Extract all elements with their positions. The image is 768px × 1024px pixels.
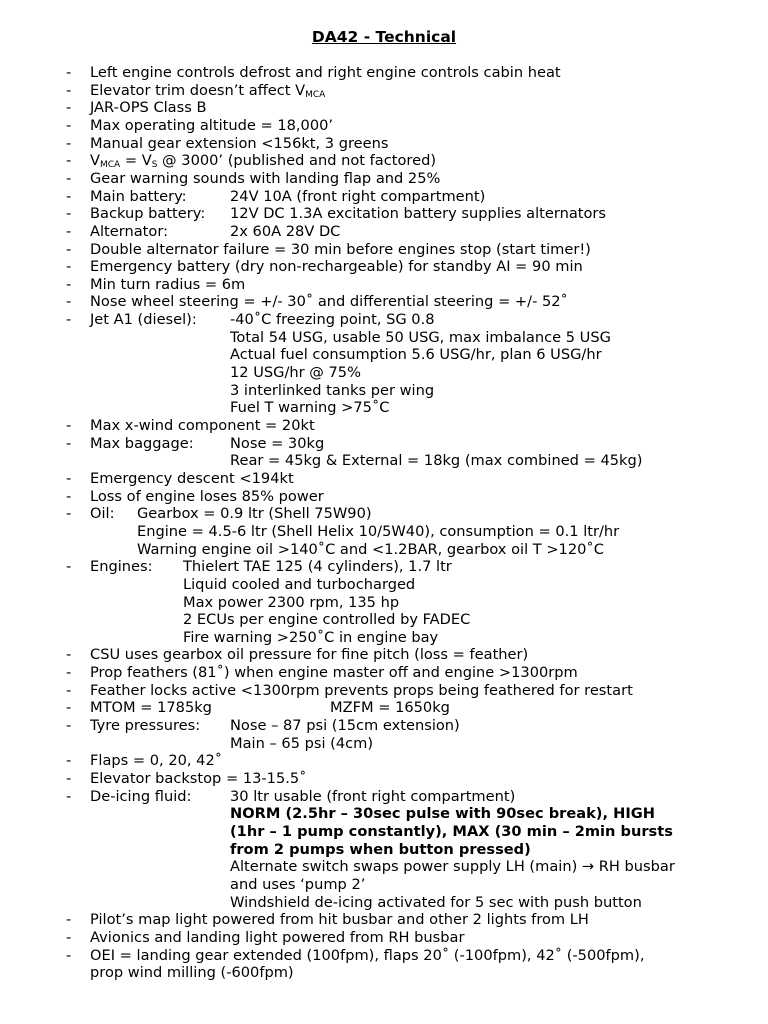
line-text-c [137,541,604,559]
bullet-dash: - [66,99,72,117]
text: Backup battery: [90,205,206,223]
line-text-a [90,646,528,664]
text: 3 interlinked tanks per wing [230,381,435,399]
bullet-dash: - [66,646,72,664]
subscript: S [151,160,158,171]
text: 2 ECUs per engine controlled by FADEC [183,611,471,629]
bullet-dash: - [66,699,72,717]
text: Thielert TAE 125 (4 cylinders), 1.7 ltr [183,558,452,576]
text: 24V 10A (front right compartment) [230,187,486,205]
line-text-a [90,770,306,788]
bullet-dash: - [66,134,72,152]
text: Alternator: [90,222,168,240]
text: @ 3000’ (published and not factored) [157,152,437,170]
bullet-dash: - [66,64,72,81]
bullet-dash: - [66,417,72,434]
bullet-dash: - [66,505,72,523]
text: Manual gear extension <156kt, 3 greens [90,134,389,152]
line-text-b [230,894,642,912]
line-text-b [230,858,675,876]
text: MZFM = 1650kg [330,699,450,717]
text: Prop feathers (81˚) when engine master off and engine >1300rpm [90,664,578,682]
line-text-a [90,788,191,806]
text: Elevator backstop = 13-15.5˚ [90,770,307,787]
line-text-a [90,752,222,770]
line-text-a [90,82,325,100]
text: Max x-wind component = 20kt [90,417,315,434]
text: -40˚C freezing point, SG 0.8 [230,311,435,329]
line-text-b [230,788,515,806]
subscript: MCA [99,160,121,171]
line-text-a [90,258,583,276]
text: Oil: [90,505,115,523]
text: Loss of engine loses 85% power [90,487,324,505]
line-text-a [90,188,187,206]
line-text-c [137,505,372,523]
text: Left engine controls defrost and right engine controls cabin heat [90,64,561,81]
line-text-a [90,717,200,735]
text: Emergency battery (dry non-rechargeable) for standby AI = 90 min [90,258,583,276]
bullet-dash: - [66,752,72,770]
line-text-a [90,964,294,982]
line-text-b [230,329,611,347]
bullet-dash: - [66,911,72,929]
text: De-icing fluid: [90,787,192,805]
line-text-b [230,399,389,417]
bullet-dash: - [66,469,72,487]
text: NORM (2.5hr – 30sec pulse with 90sec break), HIGH [230,805,655,823]
text: Max power 2300 rpm, 135 hp [183,593,400,611]
line-text-a [90,276,245,294]
text: Nose wheel steering = +/- 30˚ and differential steering = +/- 52˚ [90,293,568,311]
text: Double alternator failure = 30 min before engines stop (start timer!) [90,240,591,258]
line-text-d [183,558,452,576]
text: and uses ‘pump 2’ [230,875,366,893]
bullet-dash: - [66,240,72,258]
line-text-b [230,382,434,400]
bullet-dash: - [66,717,72,735]
line-text-a [90,947,644,965]
text: Actual fuel consumption 5.6 USG/hr, plan 6 USG/hr [230,346,602,364]
line-text-a [90,241,591,259]
subscript: MCA [305,89,326,100]
bullet-dash: - [66,434,72,452]
line-text-a [90,699,212,717]
text: Feather locks active <1300rpm prevents props being feathered for restart [90,681,633,699]
line-text-d [183,594,399,612]
line-text-b [230,205,606,223]
line-text-b [230,717,460,735]
text: Total 54 USG, usable 50 USG, max imbalance 5 USG [230,328,611,346]
text: Elevator trim doesn’t affect V [90,81,306,99]
text: OEI = landing gear extended (100fpm), flaps 20˚ (-100fpm), 42˚ (-500fpm), [90,946,645,964]
line-text-b [230,311,435,329]
line-text-b [230,805,655,823]
text: 12V DC 1.3A excitation battery supplies alternators [230,205,607,223]
text: V [90,152,100,170]
text: Min turn radius = 6m [90,275,246,293]
text: Tyre pressures: [90,717,201,735]
text: Jet A1 (diesel): [90,311,197,329]
line-text-a [90,205,205,223]
line-text-d [183,611,470,629]
bullet-dash: - [66,681,72,699]
text: MTOM = 1785kg [90,699,212,717]
line-text-b [230,346,602,364]
bullet-dash: - [66,116,72,134]
line-text-b [230,452,642,470]
line-text-a [90,152,436,170]
bullet-dash: - [66,258,72,276]
text: Gearbox = 0.9 ltr (Shell 75W90) [137,505,372,523]
bullet-dash: - [66,293,72,311]
bullet-dash: - [66,558,72,576]
text: (1hr – 1 pump constantly), MAX (30 min – 2min bursts [230,822,673,840]
text: Pilot’s map light powered from hit busbar and other 2 lights from LH [90,911,589,929]
line-text-a [90,488,324,506]
text: Warning engine oil >140˚C and <1.2BAR, gearbox oil T >120˚C [137,540,604,558]
text: = V [120,152,152,170]
page-title: DA42 - Technical [311,28,457,46]
line-text-a [90,64,561,82]
line-text-a [90,135,389,153]
text: Alternate switch swaps power supply LH (main) → RH busbar [230,858,675,876]
text: 2x 60A 28V DC [230,222,341,240]
bullet-dash: - [66,152,72,170]
bullet-dash: - [66,187,72,205]
text: Max baggage: [90,434,194,452]
line-text-a [90,558,153,576]
bullet-dash: - [66,946,72,964]
bullet-dash: - [66,311,72,329]
line-text-b [230,435,324,453]
text: Avionics and landing light powered from RH busbar [90,928,465,946]
text: from 2 pumps when button pressed) [230,840,531,858]
line-text-a [90,929,464,947]
line-text-d [183,629,438,647]
line-text-b [230,876,365,894]
line-text-b [230,841,531,859]
text: Flaps = 0, 20, 42˚ [90,752,223,770]
text: Engine = 4.5-6 ltr (Shell Helix 10/5W40), consumption = 0.1 ltr/hr [137,522,620,540]
text: Main battery: [90,187,187,205]
line-text-d [183,576,415,594]
text: prop wind milling (-600fpm) [90,964,294,982]
text: Max operating altitude = 18,000’ [90,116,334,134]
line-text-a [90,311,197,329]
line-text-a [90,682,633,700]
line-text-a [90,99,207,117]
line-text-b [230,735,373,753]
bullet-dash: - [66,664,72,682]
line-text-b [230,188,485,206]
line-text-b [230,364,361,382]
line-text-e [330,699,450,717]
text: Engines: [90,558,153,576]
line-text-a [90,117,333,135]
bullet-dash: - [66,222,72,240]
line-text-a [90,417,315,435]
text: Gear warning sounds with landing flap and 25% [90,169,441,187]
line-text-a [90,664,578,682]
text: Emergency descent <194kt [90,469,294,487]
bullet-dash: - [66,928,72,946]
line-text-b [230,223,340,241]
line-text-a [90,470,294,488]
bullet-dash: - [66,169,72,187]
line-text-b [230,823,673,841]
line-text-a [90,435,194,453]
text: Fire warning >250˚C in engine bay [183,628,439,646]
text: Windshield de-icing activated for 5 sec with push button [230,893,642,911]
line-text-a [90,223,168,241]
bullet-dash: - [66,275,72,293]
line-text-a [90,293,568,311]
bullet-dash: - [66,770,72,787]
text: Rear = 45kg & External = 18kg (max combined = 45kg) [230,452,643,470]
text: Nose = 30kg [230,434,325,452]
text: JAR-OPS Class B [90,99,207,117]
text: 12 USG/hr @ 75% [230,364,361,382]
text: Main – 65 psi (4cm) [230,734,374,752]
line-text-a [90,170,440,188]
line-text-c [137,523,619,541]
line-text-a [90,505,115,523]
line-text-a [90,911,589,929]
text: Liquid cooled and turbocharged [183,575,416,593]
bullet-dash: - [66,787,72,805]
text: Nose – 87 psi (15cm extension) [230,717,460,735]
bullet-dash: - [66,487,72,505]
text: Fuel T warning >75˚C [230,399,390,417]
bullet-dash: - [66,205,72,223]
bullet-dash: - [66,81,72,99]
text: 30 ltr usable (front right compartment) [230,787,516,805]
text: CSU uses gearbox oil pressure for fine pitch (loss = feather) [90,646,529,664]
